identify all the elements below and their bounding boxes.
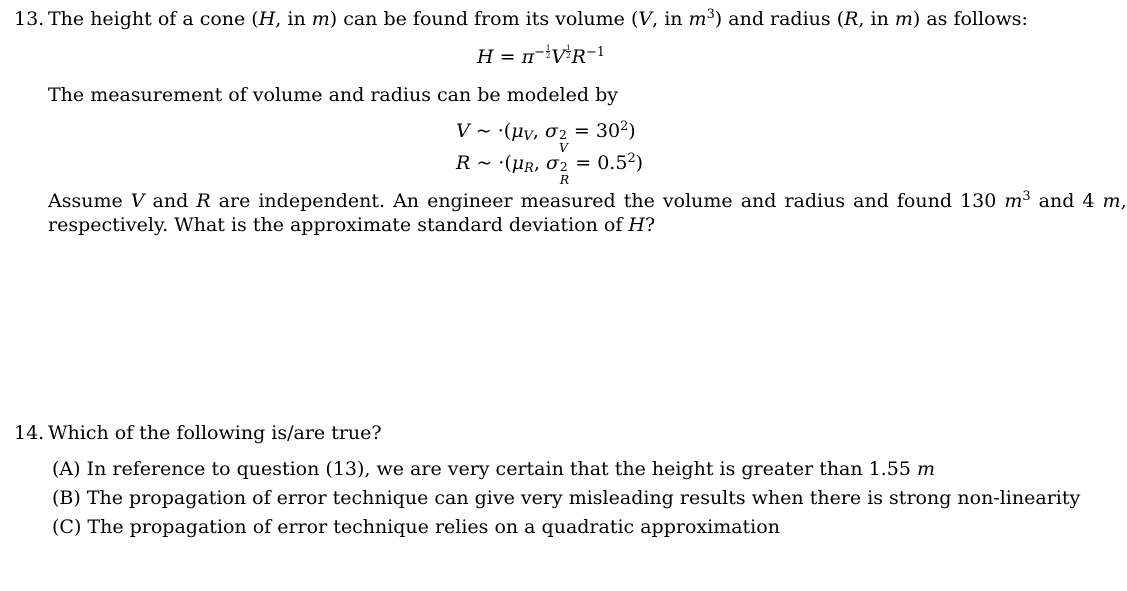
q14-option-c bbox=[52, 518, 780, 537]
option-c-letter: (C) bbox=[52, 516, 82, 538]
q14-option-b bbox=[52, 489, 1080, 508]
option-c-text: The propagation of error technique relies on a quadratic approximation bbox=[87, 516, 780, 538]
q13-intro: The height of a cone (H, in m) can be found from its volume (V, in $m^3$) and radius (R, in m) as follows: bbox=[48, 6, 1028, 30]
q13-number: 13. bbox=[14, 8, 45, 30]
option-a-text: In reference to question (13), we are very certain that the height is greater than 1.55 m bbox=[86, 458, 936, 480]
option-b-text: The propagation of error technique can give very misleading results when there is strong non-linearity bbox=[86, 487, 1081, 509]
radius-distribution: R ~ $\cdot(\mu_R$, σ 2 R = $0.5^2$) bbox=[456, 150, 644, 187]
volume-distribution: V ~ $\cdot(\mu_V$, σ 2 V = $30^2$) bbox=[456, 118, 636, 155]
option-b-letter: (B) bbox=[52, 487, 81, 509]
q14-question: Which of the following is/are true? bbox=[48, 422, 382, 444]
option-a-letter: (A) bbox=[52, 458, 81, 480]
q13-assume-line1: Assume V and R are independent. An engineer measured the volume and radius and found 130 $m^3$ and 4 m, bbox=[48, 188, 1127, 212]
q13-assume-line2: respectively. What is the approximate standard deviation of H? bbox=[48, 214, 656, 236]
q14-option-a bbox=[52, 460, 935, 479]
q13-model-intro: The measurement of volume and radius can be modeled by bbox=[48, 84, 618, 106]
q14-number: 14. bbox=[14, 422, 45, 444]
volume-height-formula: $H = \pi^{- \frac{1}{2}}$ V $^{\frac{1}{2}}$ $R^{-1}$ bbox=[477, 42, 606, 68]
